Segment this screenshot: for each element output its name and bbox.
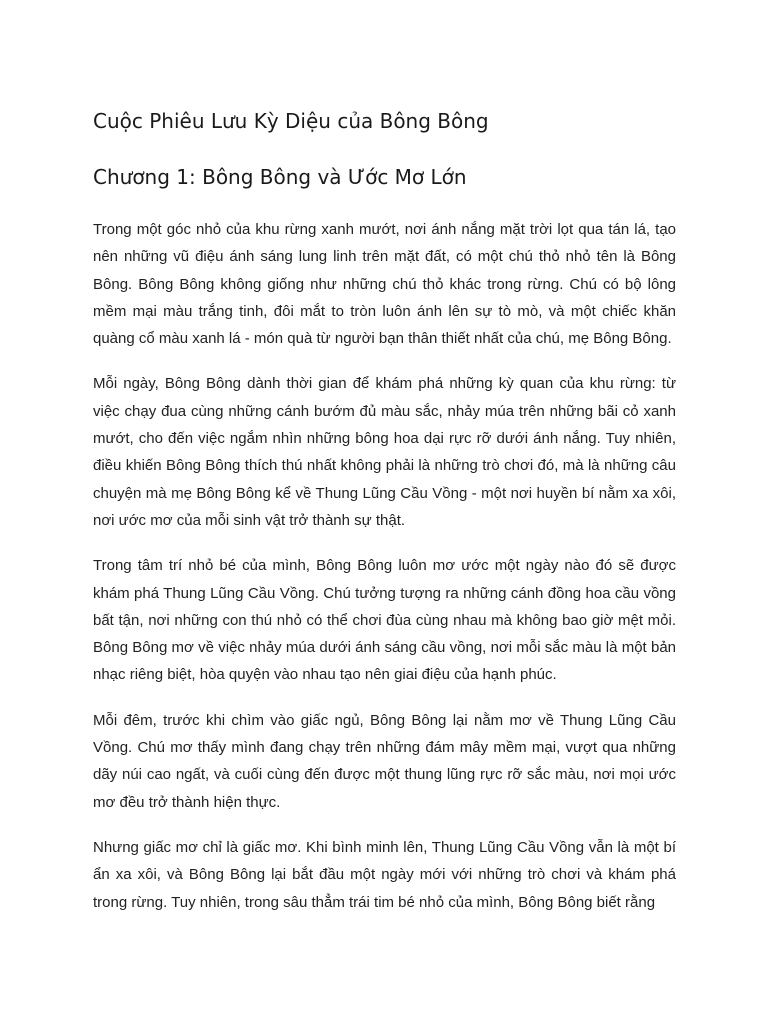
paragraph-5: Nhưng giấc mơ chỉ là giấc mơ. Khi bình minh lên, Thung Lũng Cầu Vồng vẫn là một bí ẩn xa xôi, và Bông Bông lại bắt đầu một ngày mới với những trò chơi và khám phá trong rừng. Tuy nhiên, trong sâu thẳm trái tim bé nhỏ của mình, Bông Bông biết rằng: [93, 838, 676, 911]
paragraph-3: Trong tâm trí nhỏ bé của mình, Bông Bông luôn mơ ước một ngày nào đó sẽ được khám phá Thung Lũng Cầu Vồng. Chú tưởng tượng ra những cánh đồng hoa cầu vồng bất tận, nơi những con thú nhỏ có thể chơi đùa cùng nhau mà không bao giờ mệt mỏi. Bông Bông mơ về việc nhảy múa dưới ánh sáng cầu vồng, nơi mỗi sắc màu là một bản nhạc riêng biệt, hòa quyện vào nhau tạo nên giai điệu của hạnh phúc.: [93, 557, 676, 684]
paragraph-4: Mỗi đêm, trước khi chìm vào giấc ngủ, Bông Bông lại nằm mơ về Thung Lũng Cầu Vồng. Chú mơ thấy mình đang chạy trên những đám mây mềm mại, vượt qua những dãy núi cao ngất, và cuối cùng đến được một thung lũng rực rỡ sắc màu, nơi mọi ước mơ đều trở thành hiện thực.: [93, 711, 676, 811]
document-title: Cuộc Phiêu Lưu Kỳ Diệu của Bông Bông: [93, 109, 489, 133]
chapter-title: Chương 1: Bông Bông và Ước Mơ Lớn: [93, 165, 467, 189]
document-page: [93, 104, 676, 916]
paragraph-1: Trong một góc nhỏ của khu rừng xanh mướt, nơi ánh nắng mặt trời lọt qua tán lá, tạo nên những vũ điệu ánh sáng lung linh trên mặt đất, có một chú thỏ nhỏ tên là Bông Bông. Bông Bông không giống như những chú thỏ khác trong rừng. Chú có bộ lông mềm mại màu trắng tinh, đôi mắt to tròn luôn ánh lên sự tò mò, và một chiếc khăn quàng cổ màu xanh lá - món quà từ người bạn thân thiết nhất của chú, mẹ Bông Bông.: [93, 221, 676, 348]
paragraph-2: Mỗi ngày, Bông Bông dành thời gian để khám phá những kỳ quan của khu rừng: từ việc chạy đua cùng những cánh bướm đủ màu sắc, nhảy múa trên những bãi cỏ xanh mướt, cho đến việc ngắm nhìn những bông hoa dại rực rỡ dưới ánh nắng. Tuy nhiên, điều khiến Bông Bông thích thú nhất không phải là những trò chơi đó, mà là những câu chuyện mà mẹ Bông Bông kể về Thung Lũng Cầu Vồng - một nơi huyền bí nằm xa xôi, nơi ước mơ của mỗi sinh vật trở thành sự thật.: [93, 375, 676, 529]
